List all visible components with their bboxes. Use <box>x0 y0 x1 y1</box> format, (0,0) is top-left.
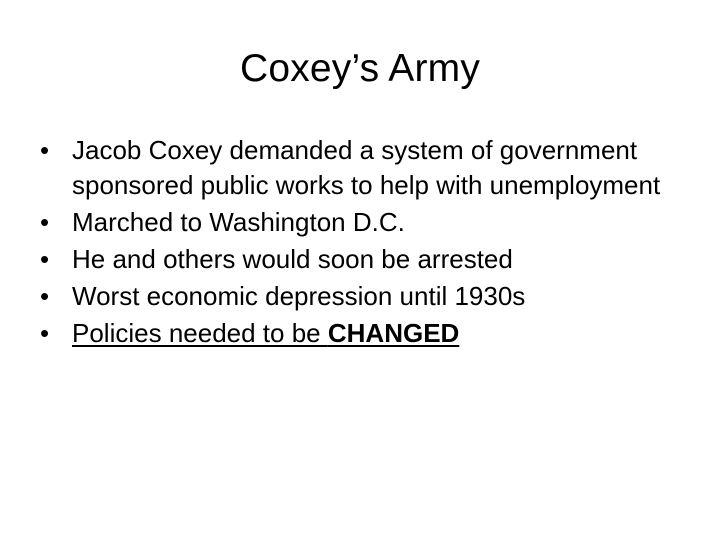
bullet-item <box>40 242 680 277</box>
bullet-text <box>72 316 680 351</box>
bullet-item <box>40 279 680 314</box>
bullet-text: Jacob Coxey demanded a system of government sponsored public works to help with unemployment <box>72 135 661 200</box>
bullet-text: Worst economic depression until 1930s <box>72 281 526 311</box>
bullet-text-emphasis: CHANGED <box>327 318 460 348</box>
bullet-item <box>40 316 680 351</box>
bullet-text: Marched to Washington D.C. <box>72 207 405 237</box>
bullet-list <box>40 133 680 353</box>
bullet-item <box>40 133 680 203</box>
bullet-item <box>40 205 680 240</box>
bullet-text-main: Policies needed to be <box>72 318 328 348</box>
slide-title: Coxey’s Army <box>239 47 481 90</box>
bullet-marker: • <box>40 244 50 274</box>
bullet-marker: • <box>40 135 50 165</box>
bullet-marker: • <box>40 207 50 237</box>
bullet-marker: • <box>40 281 50 311</box>
bullet-marker: • <box>40 318 50 348</box>
bullet-text: He and others would soon be arrested <box>72 244 513 274</box>
